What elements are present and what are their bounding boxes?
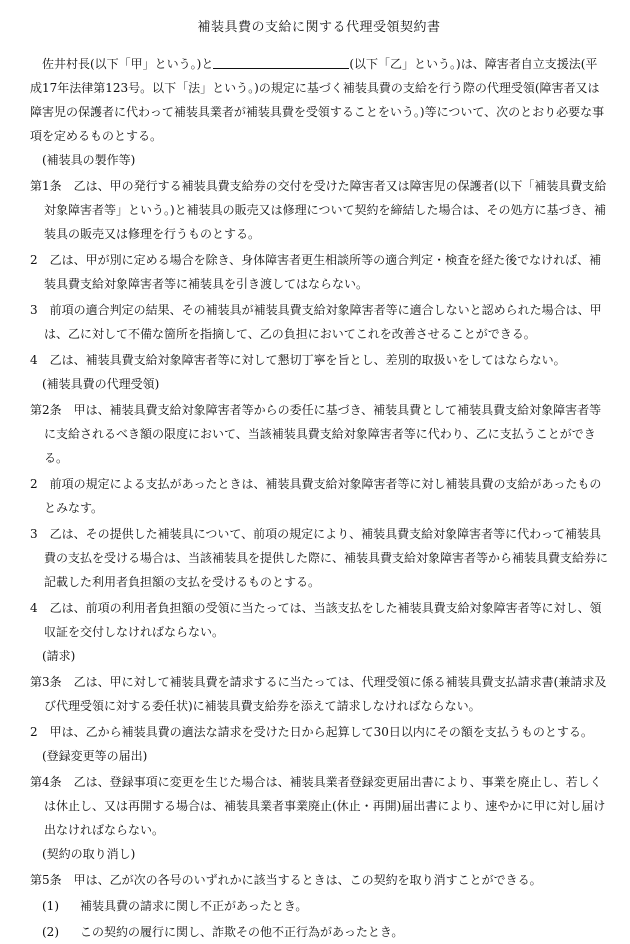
intro-paragraph [30, 52, 608, 148]
article-1-item-4: 4 乙は、補装具費支給対象障害者等に対して懇切丁寧を旨とし、差別的取扱いをしてはならない。 [30, 353, 566, 367]
article-2-item-4: 4 乙は、前項の利用者負担額の受領に当たっては、当該支払をした補装具費支給対象障害者等に対し、領収証を交付しなければならない。 [30, 601, 602, 639]
article-2-item-3: 3 乙は、その提供した補装具について、前項の規定により、補装具費支給対象障害者等に代わって補装具費の支払を受ける場合は、当該補装具を提供した際に、補装具費支給対象障害者等から補装具費支給券に記載した利用者負担額の支払を受けるものとする。 [30, 527, 609, 589]
article-1-item-2: 2 乙は、甲が別に定める場合を除き、身体障害者更生相談所等の適合判定・検査を経た後でなければ、補装具費支給対象障害者等に補装具を引き渡してはならない。 [30, 253, 602, 291]
article-1: 第1条 乙は、甲の発行する補装具費支給券の交付を受けた障害者又は障害児の保護者(以下「補装具費支給対象障害者等」という。)と補装具の販売又は修理について契約を締結した場合は、その処方に基づき、補装具の販売又は修理を行うものとする。 [30, 179, 607, 241]
article-2: 第2条 甲は、補装具費支給対象障害者等からの委任に基づき、補装具費として補装具費支給対象障害者等に支給されるべき額の限度において、当該補装具費支給対象障害者等に代わり、乙に支払うことができる。 [30, 403, 602, 465]
list-item-text: 補装具費の請求に関し不正があったとき。 [80, 899, 308, 913]
article-5: 第5条 甲は、乙が次の各号のいずれかに該当するときは、この契約を取り消すことができる。 [30, 873, 542, 887]
intro-text-after: (以下「乙」という。)は、障害者自立支援法(平成17年法律第123号。以下「法」という。)の規定に基づく補装具費の支給を行う際の代理受領(障害者又は障害児の保護者に代わって補装具業者が補装具費を受領することをいう。)等について、次のとおり必要な事項を定めるものとする。 [30, 57, 605, 143]
document-title: 補装具費の支給に関する代理受領契約書 [197, 20, 441, 35]
article-1-item-3: 3 前項の適合判定の結果、その補装具が補装具費支給対象障害者等に適合しないと認められた場合は、甲は、乙に対して不備な箇所を指摘して、乙の負担においてこれを改善させることができる。 [30, 303, 602, 341]
list-item [30, 920, 608, 944]
section-heading: (契約の取り消し) [42, 847, 136, 861]
list-item [30, 894, 608, 918]
article-4: 第4条 乙は、登録事項に変更を生じた場合は、補装具業者登録変更届出書により、事業を廃止し、若しくは休止し、又は再開する場合は、補装具業者事業廃止(休止・再開)届出書により、速やかに甲に対し届け出なければならない。 [30, 775, 606, 837]
section-heading: (補装具費の代理受領) [42, 377, 160, 391]
article-3-item-2: 2 甲は、乙から補装具費の適法な請求を受けた日から起算して30日以内にその額を支払うものとする。 [30, 725, 593, 739]
list-item-number: (2) [42, 925, 59, 939]
article-3: 第3条 乙は、甲に対して補装具費を請求するに当たっては、代理受領に係る補装具費支払請求書(兼請求及び代理受領に対する委任状)に補装具費支給券を添えて請求しなければならない。 [30, 675, 607, 713]
section-heading: (登録変更等の届出) [42, 749, 148, 763]
list-item-number: (1) [42, 899, 59, 913]
intro-text-before: 佐井村長(以下「甲」という。)と [42, 57, 214, 71]
article-2-item-2: 2 前項の規定による支払があったときは、補装具費支給対象障害者等に対し補装具費の支給があったものとみなす。 [30, 477, 602, 515]
list-item-text: この契約の履行に関し、詐欺その他不正行為があったとき。 [80, 925, 404, 939]
section-heading: (補装具の製作等) [42, 153, 136, 167]
name-blank-line [213, 54, 349, 69]
section-heading: (請求) [42, 649, 76, 663]
